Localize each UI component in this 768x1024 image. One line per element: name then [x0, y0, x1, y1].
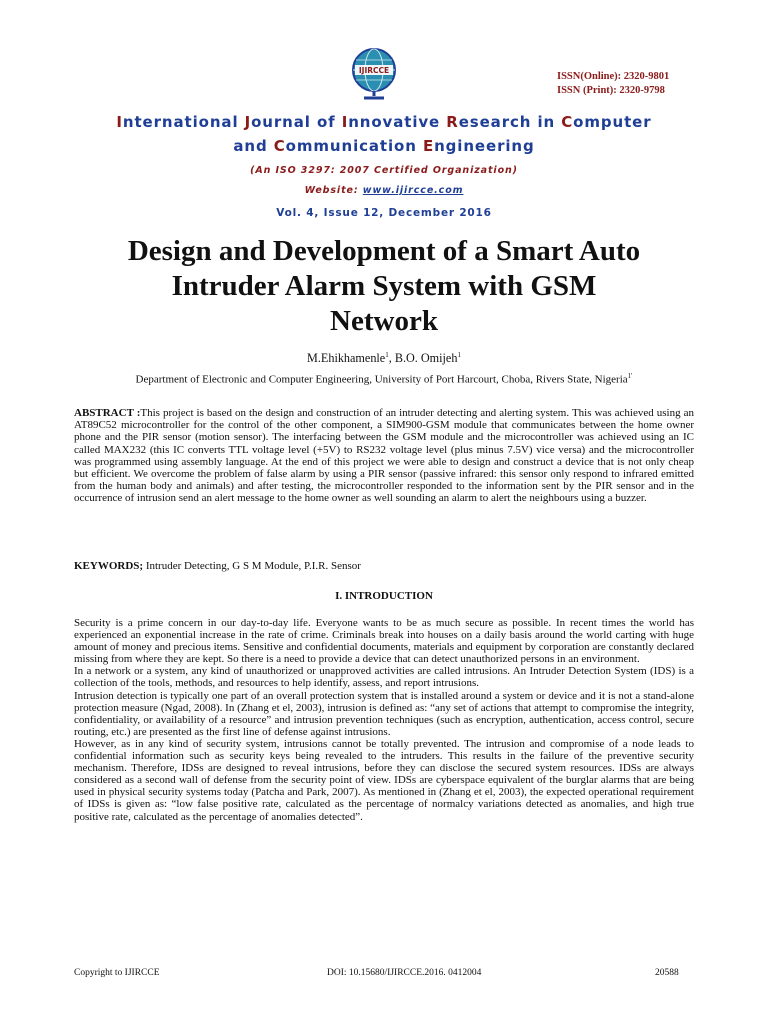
initial-letter: E — [422, 137, 435, 155]
initial-letter: J — [244, 113, 252, 131]
issn-block — [557, 70, 669, 98]
website-link[interactable]: www.ijircce.com — [362, 185, 464, 196]
journal-word: ommunication — [285, 137, 423, 155]
journal-word: nternational — [122, 113, 245, 131]
website-label: Website: — [304, 185, 363, 196]
journal-word: ournal of — [251, 113, 342, 131]
journal-word: and — [233, 137, 274, 155]
affiliation-text: Department of Electronic and Computer Engineering, University of Port Harcourt, Choba, Rivers State, Nigeria — [135, 373, 628, 386]
author-affiliation-mark: 1 — [457, 351, 461, 359]
authors — [0, 351, 768, 366]
journal-title-line-1 — [0, 113, 768, 131]
journal-word: esearch in — [458, 113, 562, 131]
abstract — [74, 407, 694, 505]
title-line: Intruder Alarm System with GSM — [171, 270, 597, 302]
logo-text: IJIRCCE — [358, 66, 390, 75]
introduction-body — [74, 617, 694, 823]
abstract-label: ABSTRACT : — [74, 407, 141, 419]
keywords-text: Intruder Detecting, G S M Module, P.I.R. Sensor — [143, 560, 361, 572]
paper-title — [60, 234, 708, 339]
paragraph: In a network or a system, any kind of unauthorized or unapproved activities are called intrusions. An Intruder Detection System (IDS) is a collection of the tools, methods, and resources to help identify, assess, and report intrusions. — [74, 665, 694, 690]
footer-doi: DOI: 10.15680/IJIRCCE.2016. 0412004 — [327, 968, 482, 978]
affiliation-mark: 1' — [627, 372, 633, 380]
journal-title-line-2 — [0, 137, 768, 155]
affiliation — [0, 372, 768, 386]
keywords — [74, 560, 694, 572]
author-name: M.Ehikhamenle — [307, 351, 386, 366]
issn-online: ISSN(Online): 2320-9801 — [557, 71, 670, 82]
volume-issue: Vol. 4, Issue 12, December 2016 — [276, 207, 492, 219]
author-affiliation-mark: 1 — [385, 351, 389, 359]
initial-letter: C — [561, 113, 574, 131]
globe-icon — [346, 44, 402, 100]
website-line — [0, 185, 768, 196]
footer-copyright: Copyright to IJIRCCE — [74, 968, 160, 978]
author-name: B.O. Omijeh — [394, 351, 458, 366]
section-heading: I. INTRODUCTION — [335, 590, 433, 602]
iso-certification: (An ISO 3297: 2007 Certified Organization) — [250, 165, 518, 176]
paragraph: However, as in any kind of security system, intrusions cannot be totally prevented. The intrusion and compromise of a node leads to confidential information such as security keys being revealed to the intruders. This results in the failure of the preventive security mechanism. Therefore, IDSs are designed to reveal intrusions, before they can disclose the secured system resources. IDSs are always considered as a second wall of defense from the security point of view. IDSs are cyberspace equivalent of the burglar alarms that are being used in physical security systems today (Patcha and Park, 2007). As mentioned in (Zhang et el, 2003), the expected operational requirement of IDSs is given as: “low false positive rate, calculated as the percentage of normalcy variations detected as anomalies, and high true positive rate, calculated as the percentage of anomalies detected”. — [74, 737, 694, 823]
title-line: Network — [330, 305, 438, 337]
issn-print: ISSN (Print): 2320-9798 — [557, 85, 665, 96]
journal-word: nnovative — [348, 113, 447, 131]
abstract-text: This project is based on the design and construction of an intruder detecting and alerting system. This was achieved using an AT89C52 microcontroller for the control of the other component, a SIM900-GSM module that communicates between the home owner phone and the PIR sensor (motion sensor). The interfacing between the GSM module and the microcontroller was achieved using an IC called MAX232 (this IC converts TTL voltage level (+5V) to RS232 voltage level (plus minus 7.5V) vice versa) and the microcontroller was programmed using assembly language. At the end of this project we were able to design and construct a device that is not only cheap but efficient. We overcome the problem of false alarm by using a PIR sensor (passive infrared: this sensor only respond to infrared emitted from the human body and animals) and after testing, the microcontroller responded to the information sent by the PIR sensor and in the occurrence of intrusion send an alert message to the home owner as well sounding an alarm to alert the neighbours using a buzzer. — [74, 407, 694, 505]
keywords-label: KEYWORDS; — [74, 560, 144, 572]
paragraph: Security is a prime concern in our day-to-day life. Everyone wants to be as much secure as possible. In recent times the world has experienced an exponential increase in the rate of crime. Criminals break into houses on a daily basis around the world carting with huge amount of money and precious items. Sensitive and confidential documents, materials and equipment by corporation are constantly declared missing from where they are kept. So there is a need to provide a device that can detect unauthorized persons in an environment. — [74, 617, 694, 666]
initial-letter: I — [116, 113, 123, 131]
title-line: Design and Development of a Smart Auto — [127, 235, 641, 267]
footer-page-number: 20588 — [655, 968, 679, 978]
journal-logo — [346, 44, 402, 100]
initial-letter: C — [273, 137, 286, 155]
initial-letter: I — [341, 113, 349, 131]
author-separator: , — [388, 351, 395, 366]
journal-word: omputer — [573, 113, 652, 131]
initial-letter: R — [446, 113, 459, 131]
paragraph: Intrusion detection is typically one part of an overall protection system that is installed around a system or device and it is not a stand-alone protection measure (Ngad, 2008). In (Zhang et el, 2003), intrusion is defined as: “any set of actions that attempt to compromise the integrity, confidentiality, or availability of a resource” and intrusion prevention techniques (such as encryption, authentication, access control, secure routing, etc.) are presented as the first line of defense against intrusions. — [74, 689, 694, 738]
journal-word: ngineering — [434, 137, 535, 155]
